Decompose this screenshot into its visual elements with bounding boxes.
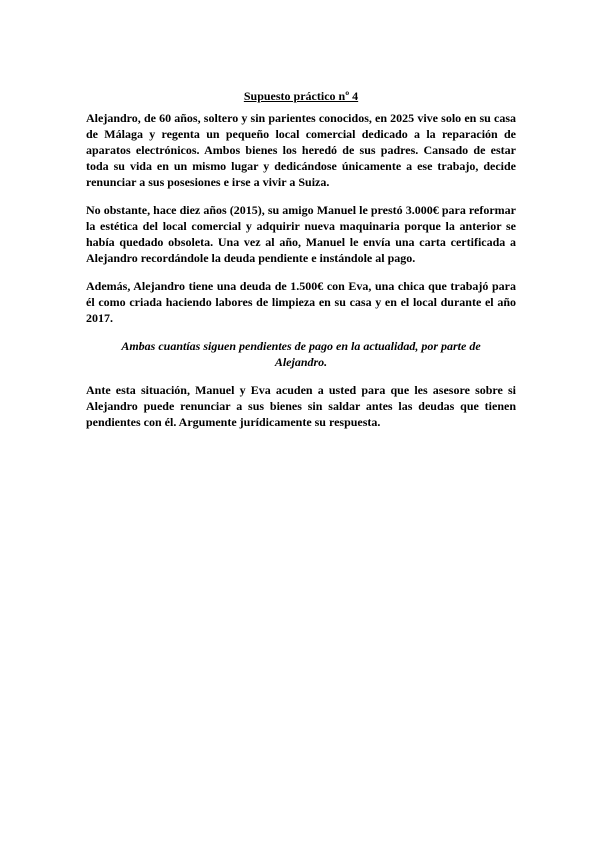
paragraph-facts: Alejandro, de 60 años, soltero y sin parientes conocidos, en 2025 vive solo en su casa de Málaga y regenta un pequeño local comercial dedicado a la reparación de aparatos electrónicos. Ambos bienes los heredó de sus padres. Cansado de estar toda su vida en un mismo lugar y dedicándose únicamente a ese trabajo, decide renunciar a sus posesiones e irse a vivir a Suiza. bbox=[86, 111, 516, 189]
paragraph-loan-manuel: No obstante, hace diez años (2015), su amigo Manuel le prestó 3.000€ para reformar la estética del local comercial y adquirir nueva maquinaria porque la anterior se había quedado obsoleta. Una vez al año, Manuel le envía una carta certificada a Alejandro recordándole la deuda pendiente e instándole al pago. bbox=[86, 203, 516, 265]
document-title: Supuesto práctico nº 4 bbox=[243, 89, 359, 103]
document-body bbox=[86, 88, 516, 442]
paragraph-question: Ante esta situación, Manuel y Eva acuden a usted para que les asesore sobre si Alejandro puede renunciar a sus bienes sin saldar antes las deudas que tienen pendientes con él. Argumente jurídicamente su respuesta. bbox=[86, 383, 516, 429]
paragraph-debt-eva: Además, Alejandro tiene una deuda de 1.500€ con Eva, una chica que trabajó para él como criada haciendo labores de limpieza en su casa y en el local durante el año 2017. bbox=[86, 279, 516, 325]
paragraph-pending-amounts: Ambas cuantías siguen pendientes de pago en la actualidad, por parte de Alejandro. bbox=[121, 339, 481, 369]
